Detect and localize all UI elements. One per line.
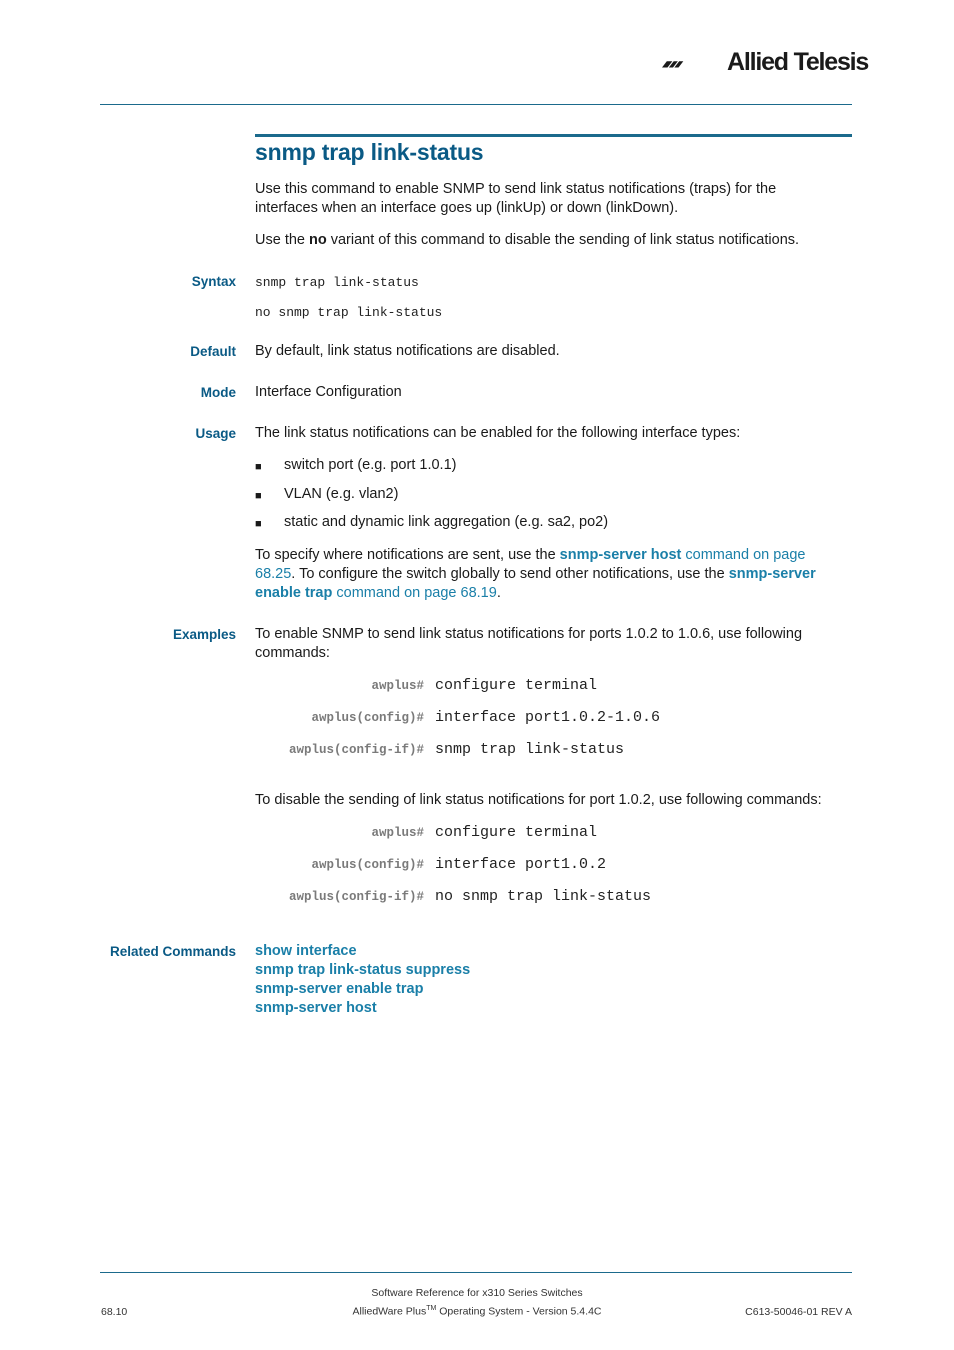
intro-no-pre: Use the: [255, 232, 309, 248]
intro-paragraph: Use this command to enable SNMP to send link status notifications (traps) for the interfaces when an interface goes up (linkUp) or down (linkDown).: [255, 181, 777, 216]
snmp-server-enable-trap-link-bold: snmp-server enable trap: [255, 566, 816, 601]
crossref-text-c: .: [496, 585, 501, 601]
syntax-line-2: no snmp trap link-status: [255, 305, 443, 320]
syntax-line-1: snmp trap link-status: [255, 275, 419, 290]
example2-prompt-2: awplus(config)#: [311, 858, 424, 872]
snmp-server-host-link-bold: snmp-server host: [559, 547, 682, 563]
usage-text: The link status notifications can be enabled for the following interface types:: [255, 425, 741, 441]
example2-cmd-3: no snmp trap link-status: [435, 888, 652, 905]
allied-telesis-logo-mark: [662, 50, 728, 78]
usage-crossref-paragraph: [255, 546, 845, 603]
crossref-text-b: . To configure the switch globally to send other notifications, use the: [291, 566, 729, 582]
footer-rule: [100, 1272, 852, 1273]
syntax-label: Syntax: [191, 274, 236, 289]
header-rule: [100, 104, 852, 105]
example2-prompt-1: awplus#: [371, 826, 424, 840]
examples-label: Examples: [172, 627, 236, 642]
example1-cmd-3: snmp trap link-status: [435, 741, 625, 758]
related-commands-list: [255, 942, 470, 1018]
related-commands-label: Related Commands: [109, 944, 236, 959]
intro-no-keyword: no: [309, 232, 327, 248]
examples-intro-2: To disable the sending of link status notifications for port 1.0.2, use following commands:: [255, 792, 822, 808]
title-bar: [255, 134, 852, 137]
related-link-snmp-server-enable-trap[interactable]: snmp-server enable trap: [255, 981, 424, 997]
page-title: snmp trap link-status: [255, 139, 484, 165]
bullet-icon: ■: [255, 518, 262, 530]
footer-title: Software Reference for x310 Series Switches: [371, 1287, 583, 1299]
default-label: Default: [190, 344, 236, 359]
examples-intro-1: To enable SNMP to send link status notifications for ports 1.0.2 to 1.0.6, use following commands:: [255, 626, 803, 661]
related-link-snmp-server-host[interactable]: snmp-server host: [255, 1000, 377, 1016]
allied-telesis-logo-text: Allied Telesis: [727, 48, 869, 76]
bullet-icon: ■: [255, 490, 262, 502]
footer-product: AlliedWare Plus: [352, 1305, 427, 1318]
footer-trademark: TM: [426, 1305, 437, 1312]
footer-doc-number: C613-50046-01 REV A: [745, 1306, 852, 1318]
example1-cmd-1: configure terminal: [435, 677, 598, 694]
bullet-icon: ■: [255, 461, 262, 473]
example2-prompt-3: awplus(config-if)#: [288, 890, 424, 904]
example1-prompt-3: awplus(config-if)#: [288, 743, 424, 757]
usage-bullet-2: VLAN (e.g. vlan2): [284, 486, 399, 502]
example2-cmd-2: interface port1.0.2: [435, 856, 607, 873]
mode-label: Mode: [200, 385, 236, 400]
example1-prompt-2: awplus(config)#: [311, 711, 424, 725]
intro-no-post: variant of this command to disable the sending of link status notifications.: [326, 232, 800, 248]
snmp-server-enable-trap-link-page: command on page 68.19: [332, 585, 497, 601]
crossref-text-a: To specify where notifications are sent, use the: [255, 547, 560, 563]
mode-text: Interface Configuration: [255, 384, 402, 400]
footer-page-number: 68.10: [101, 1306, 128, 1318]
example2-cmd-1: configure terminal: [435, 824, 598, 841]
usage-label: Usage: [195, 426, 236, 441]
footer-os-version: Operating System - Version 5.4.4C: [436, 1305, 602, 1318]
intro-no-paragraph: [255, 231, 852, 250]
related-link-snmp-trap-link-status-suppress[interactable]: snmp trap link-status suppress: [255, 962, 471, 978]
example1-cmd-2: interface port1.0.2-1.0.6: [435, 709, 661, 726]
example1-prompt-1: awplus#: [371, 679, 424, 693]
snmp-server-host-link-page: command on page 68.25: [255, 547, 806, 582]
default-text: By default, link status notifications are disabled.: [255, 343, 560, 359]
usage-bullet-3: static and dynamic link aggregation (e.g. sa2, po2): [284, 514, 609, 530]
usage-bullet-1: switch port (e.g. port 1.0.1): [284, 457, 457, 473]
related-link-show-interface[interactable]: show interface: [255, 943, 357, 959]
